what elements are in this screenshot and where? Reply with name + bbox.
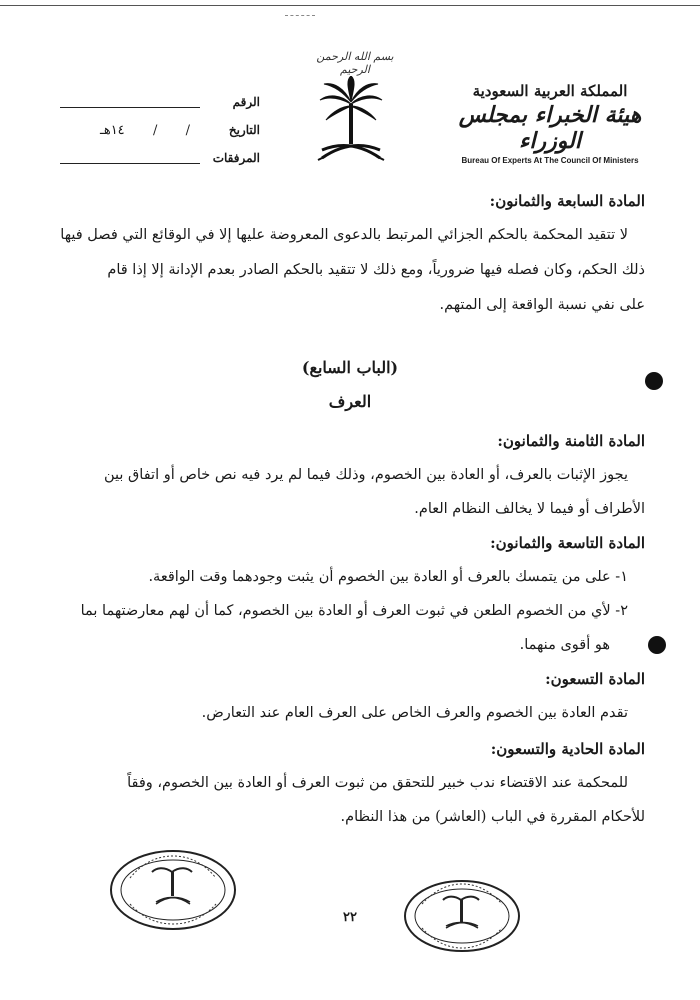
date-sep-1: / [185,122,190,138]
bureau-name-arabic: هيئة الخبراء بمجلس الوزراء [458,102,642,154]
article-88-heading: المادة الثامنة والثمانون: [497,432,645,450]
article-88-line-2: الأطراف أو فيما لا يخالف النظام العام. [414,501,645,517]
article-90-line-1: تقدم العادة بين الخصوم والعرف الخاص على العرف العام عند التعارض. [201,705,628,721]
palm-swords-emblem-icon [316,76,386,166]
attachments-label: المرفقات [212,151,260,165]
issuer-block [440,82,660,165]
punch-hole-dot [648,636,666,654]
date-year: ١٤هـ [100,122,125,138]
article-89-item-1: ١- على من يتمسك بالعرف أو العادة بين الخصوم أن يثبت وجودهما وقت الواقعة. [148,569,628,585]
number-line [60,107,200,108]
date-field [60,116,260,144]
attachments-field [60,144,260,172]
number-label: الرقم [232,95,260,109]
chapter-title: (الباب السابع) [301,358,399,377]
article-87-heading: المادة السابعة والثمانون: [489,192,645,210]
date-sep-2: / [152,122,158,138]
official-seal-left-icon [108,848,238,932]
attachments-line [60,163,200,164]
bureau-name-english: Bureau Of Experts At The Council Of Ministers [461,156,639,165]
chapter-subtitle: العرف [328,392,372,411]
article-89-item-2-cont: هو أقوى منهما. [519,637,610,653]
article-90-heading: المادة التسعون: [545,670,645,688]
punch-hole-dot [645,372,663,390]
number-field [60,88,260,116]
kingdom-name: المملكة العربية السعودية [472,82,628,100]
article-87-line-1: لا تتقيد المحكمة بالحكم الجزائي المرتبط بالدعوى المعروضة عليها إلا في الوقائع التي فصل فيها [60,227,628,243]
top-dash-mark [285,15,315,16]
article-88-line-1: يجوز الإثبات بالعرف، أو العادة بين الخصوم، وذلك فيما لم يرد فيه نص خاص أو اتفاق بين [103,467,628,483]
article-89-heading: المادة التاسعة والثمانون: [490,534,645,552]
article-91-line-2: للأحكام المقررة في الباب (العاشر) من هذا النظام. [340,809,645,825]
article-89-item-2: ٢- لأي من الخصوم الطعن في ثبوت العرف أو العادة بين الخصوم، كما أن لهم معارضتهما بما [80,603,628,619]
letter-fields [60,88,260,172]
article-87-line-2: ذلك الحكم، وكان فصله فيها ضرورياً، ومع ذلك لا تتقيد بالحكم الصادر بعدم الإدانة إلا إذا قام [107,262,645,278]
date-value [60,123,200,138]
basmala: بسم الله الرحمن الرحيم [316,50,394,76]
top-border-line [0,5,700,6]
page-number: ٢٢ [343,910,357,925]
article-87-line-3: على نفي نسبة الواقعة إلى المتهم. [439,297,645,313]
official-seal-right-icon [402,878,522,954]
date-label: التاريخ [228,123,260,137]
article-91-line-1: للمحكمة عند الاقتضاء ندب خبير للتحقق من ثبوت العرف أو العادة بين الخصوم، وفقاً [127,775,628,791]
article-91-heading: المادة الحادية والتسعون: [490,740,645,758]
